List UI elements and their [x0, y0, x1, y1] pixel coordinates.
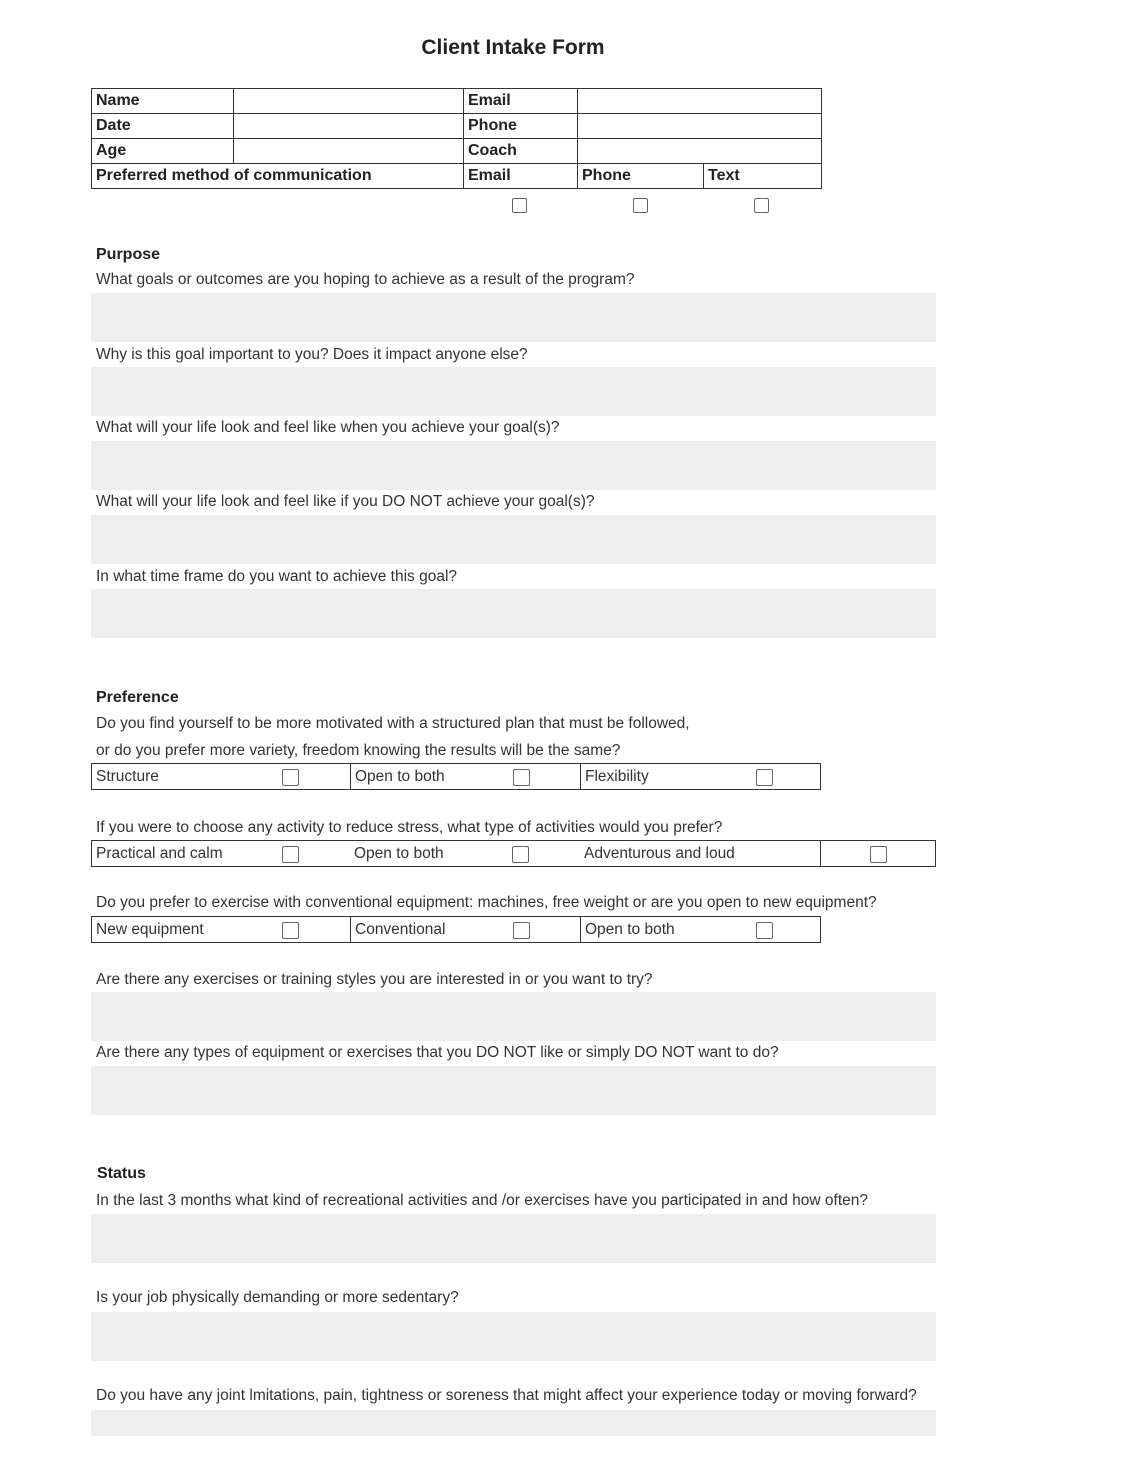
comm-option-email: Email — [464, 164, 578, 189]
adventurous-checkbox-cell — [820, 841, 934, 866]
new-equipment-checkbox[interactable] — [282, 922, 299, 939]
option-structure — [92, 764, 350, 789]
flexibility-checkbox[interactable] — [756, 769, 773, 786]
coach-label: Coach — [464, 139, 578, 164]
client-info-table — [91, 88, 822, 189]
motivation-options — [91, 763, 821, 790]
preference-heading: Preference — [96, 689, 179, 706]
coach-field[interactable] — [578, 139, 822, 164]
option-label: New equipment — [96, 921, 204, 938]
email-label: Email — [464, 89, 578, 114]
comm-text-checkbox[interactable] — [754, 198, 769, 213]
comm-option-text: Text — [704, 164, 822, 189]
option-label: Flexibility — [585, 768, 649, 785]
preference-answer-4[interactable] — [91, 992, 936, 1041]
name-field[interactable] — [234, 89, 464, 114]
status-question-2: Is your job physically demanding or more sedentary? — [96, 1289, 459, 1306]
option-open-to-both — [580, 917, 819, 942]
open-to-both-checkbox[interactable] — [756, 922, 773, 939]
option-open-to-both — [350, 841, 580, 866]
option-label: Practical and calm — [96, 845, 223, 862]
table-row — [92, 114, 822, 139]
option-label: Structure — [96, 768, 159, 785]
option-label: Open to both — [585, 921, 675, 938]
status-heading: Status — [97, 1165, 146, 1182]
open-to-both-checkbox[interactable] — [512, 846, 529, 863]
purpose-heading: Purpose — [96, 246, 161, 263]
preference-question-4: Are there any exercises or training styles you are interested in or you want to try? — [96, 971, 653, 988]
phone-label: Phone — [464, 114, 578, 139]
purpose-question-2: Why is this goal important to you? Does it impact anyone else? — [96, 346, 528, 363]
age-label: Age — [92, 139, 234, 164]
comm-option-phone: Phone — [578, 164, 704, 189]
option-conventional — [350, 917, 580, 942]
email-field[interactable] — [578, 89, 822, 114]
equipment-options — [91, 916, 821, 943]
stress-activity-options — [91, 840, 936, 867]
name-label: Name — [92, 89, 234, 114]
table-row — [92, 164, 822, 189]
option-practical-calm — [92, 841, 350, 866]
date-field[interactable] — [234, 114, 464, 139]
purpose-answer-2[interactable] — [91, 367, 936, 416]
option-label: Open to both — [354, 845, 444, 862]
preference-answer-5[interactable] — [91, 1066, 936, 1115]
status-answer-2[interactable] — [91, 1312, 936, 1361]
purpose-answer-1[interactable] — [91, 293, 936, 342]
purpose-answer-4[interactable] — [91, 515, 936, 564]
option-new-equipment — [92, 917, 350, 942]
option-open-to-both — [350, 764, 580, 789]
conventional-checkbox[interactable] — [513, 922, 530, 939]
purpose-answer-3[interactable] — [91, 441, 936, 490]
purpose-question-4: What will your life look and feel like if you DO NOT achieve your goal(s)? — [96, 493, 595, 510]
adventurous-loud-checkbox[interactable] — [870, 846, 887, 863]
preference-question-3: Do you prefer to exercise with conventional equipment: machines, free weight or are you open to new equipment? — [96, 894, 877, 911]
purpose-answer-5[interactable] — [91, 589, 936, 638]
practical-calm-checkbox[interactable] — [282, 846, 299, 863]
phone-field[interactable] — [578, 114, 822, 139]
status-question-1: In the last 3 months what kind of recreational activities and /or exercises have you participated in and how often? — [96, 1192, 868, 1209]
status-answer-3[interactable] — [91, 1410, 936, 1436]
purpose-question-3: What will your life look and feel like when you achieve your goal(s)? — [96, 419, 560, 436]
open-to-both-checkbox[interactable] — [513, 769, 530, 786]
preference-question-2: If you were to choose any activity to reduce stress, what type of activities would you prefer? — [96, 819, 723, 836]
option-adventurous-loud — [580, 841, 820, 866]
structure-checkbox[interactable] — [282, 769, 299, 786]
purpose-question-1: What goals or outcomes are you hoping to achieve as a result of the program? — [96, 271, 635, 288]
option-label: Open to both — [355, 768, 445, 785]
table-row — [92, 89, 822, 114]
comm-phone-checkbox[interactable] — [633, 198, 648, 213]
preference-question-5: Are there any types of equipment or exercises that you DO NOT like or simply DO NOT want to do? — [96, 1044, 779, 1061]
status-question-3: Do you have any joint lmitations, pain, tightness or soreness that might affect your experience today or moving forward? — [96, 1387, 917, 1404]
form-title: Client Intake Form — [421, 36, 605, 59]
option-label: Conventional — [355, 921, 446, 938]
date-label: Date — [92, 114, 234, 139]
preference-question-1-line-1: Do you find yourself to be more motivated with a structured plan that must be followed, — [96, 715, 690, 732]
option-flexibility — [580, 764, 819, 789]
table-row — [92, 139, 822, 164]
comm-email-checkbox[interactable] — [512, 198, 527, 213]
option-label: Adventurous and loud — [584, 845, 735, 862]
comm-label: Preferred method of communication — [92, 164, 464, 189]
purpose-question-5: In what time frame do you want to achieve this goal? — [96, 568, 458, 585]
preference-question-1-line-2: or do you prefer more variety, freedom knowing the results will be the same? — [96, 742, 621, 759]
age-field[interactable] — [234, 139, 464, 164]
status-answer-1[interactable] — [91, 1214, 936, 1263]
